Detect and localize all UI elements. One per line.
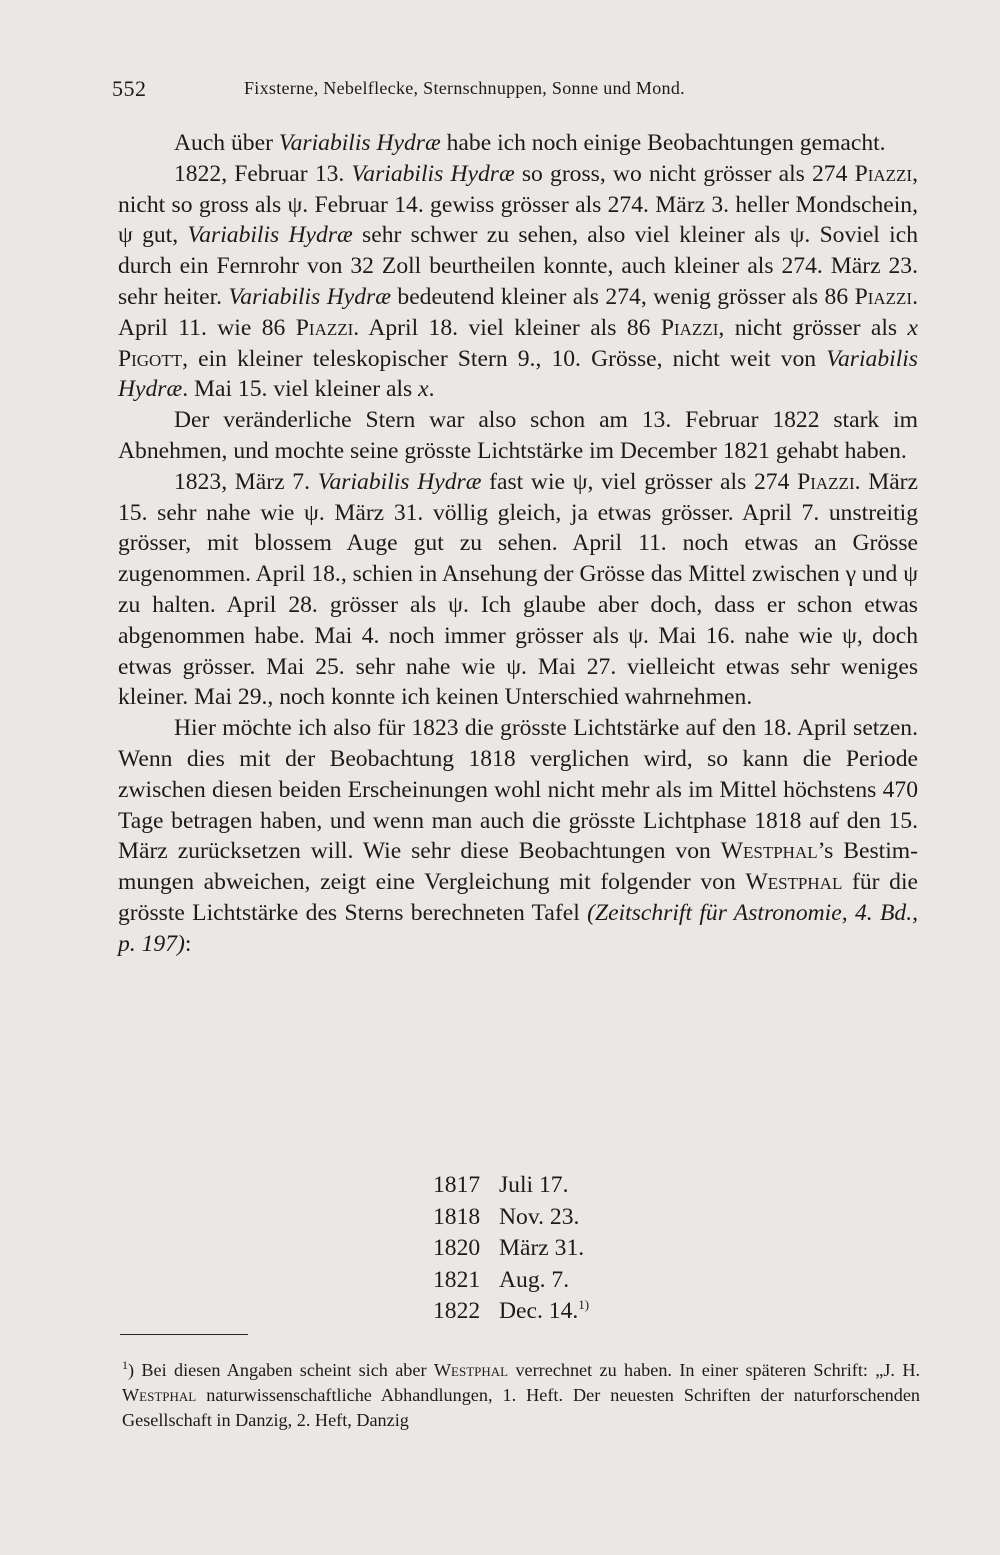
text-run: . [428, 376, 435, 403]
page-number: 552 [112, 76, 147, 101]
footnote-mark: 1 [122, 1357, 128, 1372]
paragraph-2 [118, 159, 918, 405]
text-run: . Mai 15. viel kleiner als [182, 376, 419, 403]
smallcaps-run: Westphal [122, 1385, 197, 1406]
maxima-year: 1821 [433, 1266, 481, 1293]
text-run: ) Bei diesen Angaben scheint sich aber [128, 1360, 434, 1380]
text-run: habe ich noch einige Beobachtungen gemacht. [440, 130, 886, 156]
text-run: : [184, 930, 192, 957]
smallcaps-run: Pigott [118, 345, 183, 372]
smallcaps-run: Piazzi [797, 468, 855, 495]
maxima-day: Nov. 23. [499, 1203, 580, 1230]
text-run: sehr schwer zu sehen, also viel kleiner als ψ. Soviel ich durch ein Fernrohr von 32 Zoll beurtheilen konnte, auch kleiner als 274. März 23. sehr heiter. [118, 222, 918, 310]
maxima-day: März 31. [499, 1235, 585, 1262]
paragraph-4 [118, 467, 918, 713]
maxima-year: 1822 [433, 1298, 481, 1325]
text-run: 1822, Februar 13. [174, 160, 352, 187]
text-run: ’s Bestimmungen abweichen, zeigt eine Vergleichung mit folgender von [118, 838, 918, 896]
maxima-day: Dec. 14. [499, 1298, 579, 1325]
smallcaps-run: Piazzi [295, 314, 354, 341]
maxima-year: 1820 [433, 1235, 481, 1262]
smallcaps-run: Piazzi [854, 283, 913, 310]
maxima-row [433, 1265, 589, 1297]
text-run: . April 11. wie 86 [118, 283, 918, 341]
smallcaps-run: Piazzi [660, 314, 719, 341]
maxima-day: Juli 17. [499, 1172, 569, 1198]
footnote-reference: 1) [578, 1297, 590, 1313]
text-run: fast wie ψ, viel grösser als 274 [481, 468, 798, 495]
maxima-day: Aug. 7. [499, 1266, 570, 1293]
italic-run: Variabilis Hydræ [228, 283, 391, 310]
footnote [122, 1358, 920, 1434]
text-run: so gross, wo nicht grösser als 274 [514, 160, 855, 187]
italic-run: x [418, 376, 429, 403]
maxima-table [433, 1170, 589, 1328]
smallcaps-run: Westphal [745, 869, 843, 896]
italic-run: x [907, 314, 918, 341]
text-run: . März 15. sehr nahe wie ψ. März 31. völlig gleich, ja etwas grösser. April 7. unstreitig grösser, mit blossem Auge gut zu sehen. April 11. noch etwas an Grösse zugenommen. April 18., schien in Ansehung der Grösse das Mittel zwischen γ und ψ zu halten. April 28. grösser als ψ. Ich glaube aber doch, dass er schon etwas abgenommen habe. Mai 4. noch immer grösser als ψ. Mai 16. nahe wie ψ, doch etwas grösser. Mai 25. sehr nahe wie ψ. Mai 27. vielleicht etwas sehr weniges kleiner. Mai 29., noch konnte ich keinen Unterschied wahrnehmen. [118, 468, 919, 711]
body-text [118, 128, 918, 960]
maxima-row [433, 1296, 589, 1328]
italic-run: (Zeitschrift für Astronomie, 4. Bd., p. 197) [118, 899, 918, 957]
page-header [112, 76, 812, 108]
italic-run: Variabilis Hydræ [351, 160, 515, 187]
maxima-row [433, 1202, 589, 1234]
text-run: , nicht so gross als ψ. Februar 14. gewiss grösser als 274. März 3. heller Mondschein, ψ gut, [118, 160, 918, 249]
italic-run: Variabilis Hydræ [278, 130, 441, 156]
maxima-year: 1817 [433, 1172, 481, 1198]
smallcaps-run: Westphal [720, 838, 818, 865]
maxima-row [433, 1170, 589, 1202]
paragraph-3 [118, 405, 918, 467]
paragraph-5 [118, 713, 918, 959]
text-run: , nicht grösser als [718, 314, 908, 341]
running-head: Fixsterne, Nebelflecke, Sternschnuppen, Sonne und Mond. [244, 78, 685, 98]
text-run: verrechnet zu haben. In einer späteren Schrift: „J. H. [508, 1360, 920, 1380]
footnote-divider [120, 1334, 248, 1335]
italic-run: Variabilis Hydræ [118, 345, 918, 403]
italic-run: Variabilis Hydræ [317, 468, 482, 495]
maxima-year: 1818 [433, 1203, 481, 1230]
text-run: bedeutend kleiner als 274, wenig grösser als 86 [390, 283, 855, 310]
smallcaps-run: Westphal [433, 1360, 509, 1380]
text-run: Auch über [174, 130, 279, 156]
smallcaps-run: Piazzi [854, 160, 913, 187]
text-run: 1823, März 7. [174, 468, 318, 495]
text-run: , ein kleiner teleskopischer Stern 9., 10. Grösse, nicht weit von [182, 345, 827, 372]
text-run: . April 18. viel kleiner als 86 [353, 314, 661, 341]
paragraph-1 [118, 128, 918, 159]
text-run: für die grösste Lichtstärke des Sterns berechneten Tafel [118, 869, 918, 926]
maxima-row [433, 1233, 589, 1265]
text-run: Hier möchte ich also für 1823 die grösste Lichtstärke auf den 18. April setzen. Wenn dies mit der Beobachtung 1818 verglichen wird, so kann die Periode zwischen diesen beiden Erscheinungen wohl nicht mehr als im Mittel höchstens 470 Tage betragen haben, und wenn man auch die grösste Lichtphase 1818 auf den 15. März zurücksetzen will. Wie sehr diese Beobachtungen von [118, 715, 918, 865]
text-run: Der veränderliche Stern war also schon am 13. Februar 1822 stark im Abnehmen, und mochte seine grösste Lichtstärke im December 1821 gehabt haben. [118, 407, 918, 464]
text-run: naturwissenschaftliche Abhandlungen, 1. Heft. Der neuesten Schriften der naturforschenden Gesellschaft in Danzig, 2. Heft, Danzig [122, 1385, 920, 1431]
italic-run: Variabilis Hydræ [187, 222, 353, 249]
